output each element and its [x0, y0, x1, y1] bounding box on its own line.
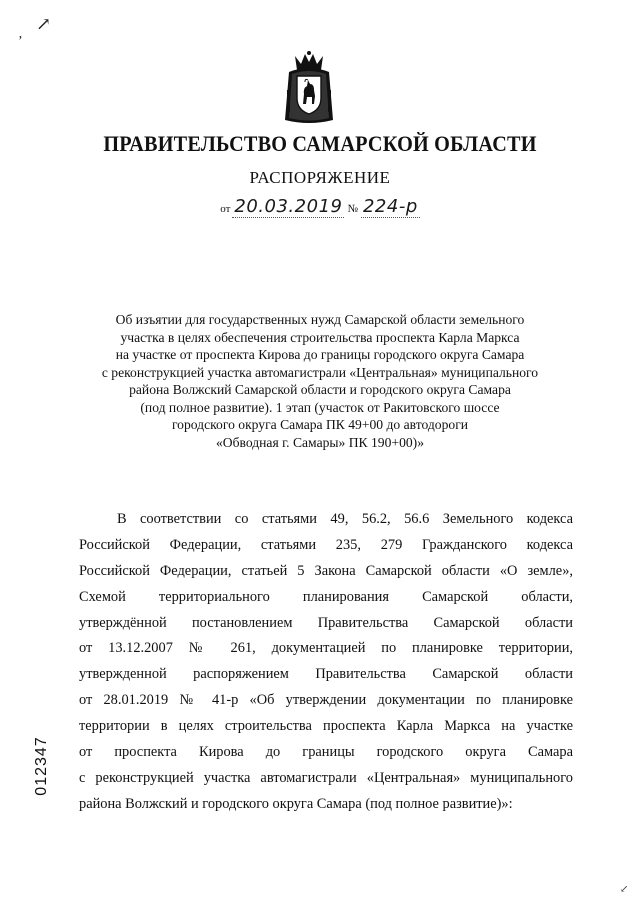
body-line: утвержденной распоряжением Правительства Самарской области [79, 666, 573, 683]
body-line: от 28.01.2019 № 41-р «Об утверждении документации по планировке [79, 692, 573, 709]
subject-line: городского округа Самара ПК 49+00 до автодороги [171, 417, 469, 432]
subject-line: участка в целях обеспечения строительства проспекта Карла Маркса [120, 329, 520, 345]
subject-line: района Волжский Самарской области и городского округа Самара [129, 382, 511, 397]
date-number-line [0, 196, 640, 217]
body-line: Российской Федерации, статьями 235, 279 Гражданского кодекса [79, 536, 573, 553]
side-serial-number [22, 727, 62, 827]
body-line: Российской Федерации, статьей 5 Закона Самарской области «О земле», [79, 562, 573, 579]
serial-number-text: 012347 [33, 736, 50, 796]
subject-line: Об изъятии для государственных нужд Самарской области земельного [115, 312, 525, 327]
government-title: ПРАВИТЕЛЬСТВО САМАРСКОЙ ОБЛАСТИ [103, 131, 537, 156]
document-type: РАСПОРЯЖЕНИЕ [249, 168, 391, 187]
number-handwritten: 224-р [362, 196, 418, 217]
number-prefix: № [347, 203, 358, 215]
date-handwritten: 20.03.2019 [234, 196, 343, 217]
margin-tick-mark: ʼ [18, 34, 23, 49]
subject-line: (под полное развитие). 1 этап (участок от Ракитовского шоссе [140, 399, 500, 415]
corner-mark: ↙ [620, 884, 629, 895]
subject-line: на участке от проспекта Кирова до границы городского округа Самара [115, 347, 525, 362]
document-body [79, 507, 573, 818]
date-prefix: от [220, 203, 231, 215]
body-line: от проспекта Кирова до границы городского округа Самара [79, 744, 573, 761]
subject-line: «Обводная г. Самары» ПК 190+00)» [215, 434, 424, 450]
body-line: района Волжский и городского округа Самара (под полное развитие)»: [79, 795, 513, 812]
body-line: территории в целях строительства проспекта Карла Маркса на участке [79, 718, 573, 735]
body-line: утверждённой постановлением Правительства Самарской области [79, 614, 573, 631]
document-subject [70, 311, 570, 451]
samara-coat-of-arms-icon [283, 50, 335, 126]
body-line: В соответствии со статьями 49, 56.2, 56.6 Земельного кодекса [117, 511, 573, 527]
body-line: с реконструкцией участка автомагистрали «Центральная» муниципального [79, 769, 573, 786]
margin-arrow-mark: ↗ [36, 14, 52, 34]
subject-line: с реконструкцией участка автомагистрали «Центральная» муниципального [101, 364, 539, 380]
body-line: от 13.12.2007 № 261, документацией по планировке территории, [79, 640, 573, 657]
body-line: Схемой территориального планирования Самарской области, [79, 588, 573, 605]
